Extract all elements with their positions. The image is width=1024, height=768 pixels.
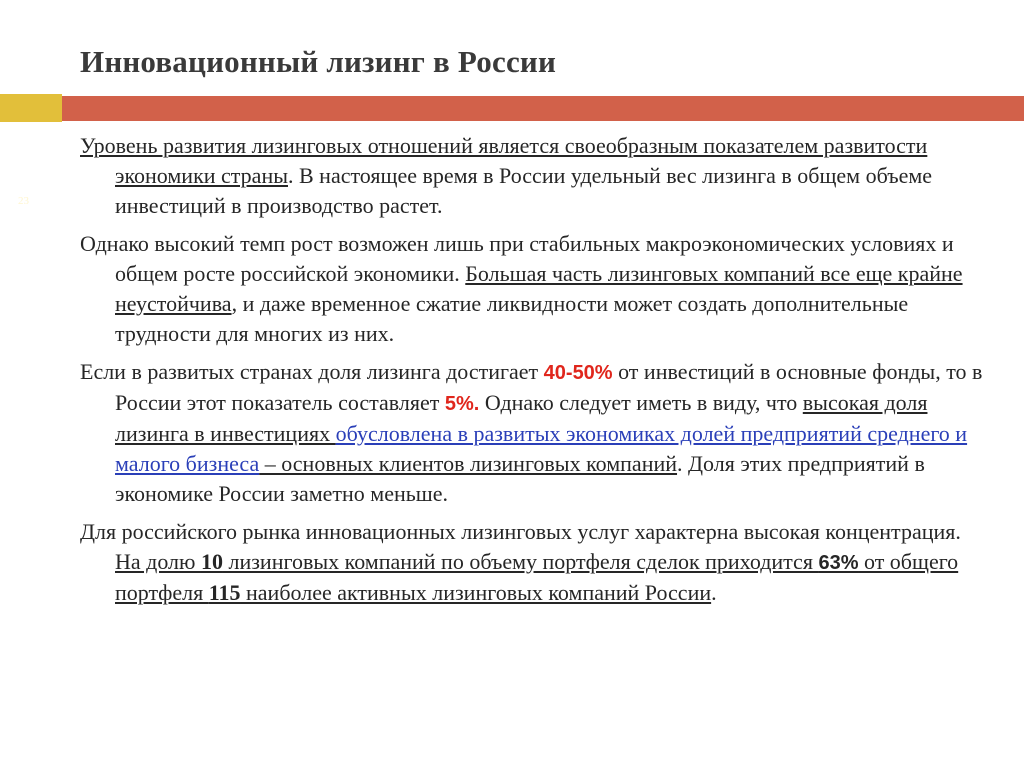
slide-number: 23: [18, 195, 29, 207]
p3-text-4: . Доля этих предприятий в экономике России заметно меньше.: [115, 451, 925, 506]
paragraph-1: [80, 131, 992, 221]
p3-text-2: от инвестиций в основные фонды, то в России этот показатель составляет: [115, 359, 983, 415]
p4-text-1: Для российского рынка инновационных лизинговых услуг характерна высокая концентрация.: [80, 519, 961, 544]
russia-share-value: 5%.: [444, 393, 480, 415]
p2-underlined-text: Большая часть лизинговых компаний все еще крайне неустойчива: [115, 261, 963, 316]
p2-text-1: Однако высокий темп рост возможен лишь при стабильных макроэкономических условиях и общем росте российской экономики.: [80, 231, 954, 286]
p4-text-end: .: [711, 580, 717, 605]
p3-underlined-clients: – основных клиентов лизинговых компаний: [259, 451, 678, 476]
p2-text-2: , и даже временное сжатие ликвидности может создать дополнительные трудности для многих из них.: [115, 291, 909, 346]
paragraph-3: [80, 357, 992, 509]
p3-link-text[interactable]: обусловлена в развитых экономиках долей предприятий среднего и малого бизнеса: [115, 421, 968, 476]
top-companies-count: 10: [200, 549, 223, 574]
slide-title: Инновационный лизинг в России: [80, 44, 557, 79]
p1-underlined-text: Уровень развития лизинговых отношений является своеобразным показателем развитости экономики страны: [80, 133, 928, 188]
p4-underlined-text: На долю 10 лизинговых компаний по объему портфеля сделок приходится 63% от общего портфеля 115 наиболее активных лизинговых компаний России: [115, 549, 959, 605]
p3-text-3: Однако следует иметь в виду, что: [479, 390, 803, 415]
p3-underlined-text: высокая доля лизинга в инвестициях: [115, 390, 928, 446]
slide-body: [80, 131, 992, 616]
developed-share-value: 40-50%: [543, 362, 613, 384]
slide-number-bar: [0, 94, 62, 207]
header-divider-bar: [62, 96, 1024, 121]
p1-text: . В настоящее время в России удельный вес лизинга в общем объеме инвестиций в производство растет.: [115, 163, 933, 218]
active-companies-count: 115: [208, 580, 241, 605]
p3-text-1: Если в развитых странах доля лизинга достигает: [80, 359, 544, 384]
portfolio-share-value: 63%: [818, 552, 859, 574]
paragraph-2: [80, 229, 992, 349]
paragraph-4: [80, 517, 992, 608]
